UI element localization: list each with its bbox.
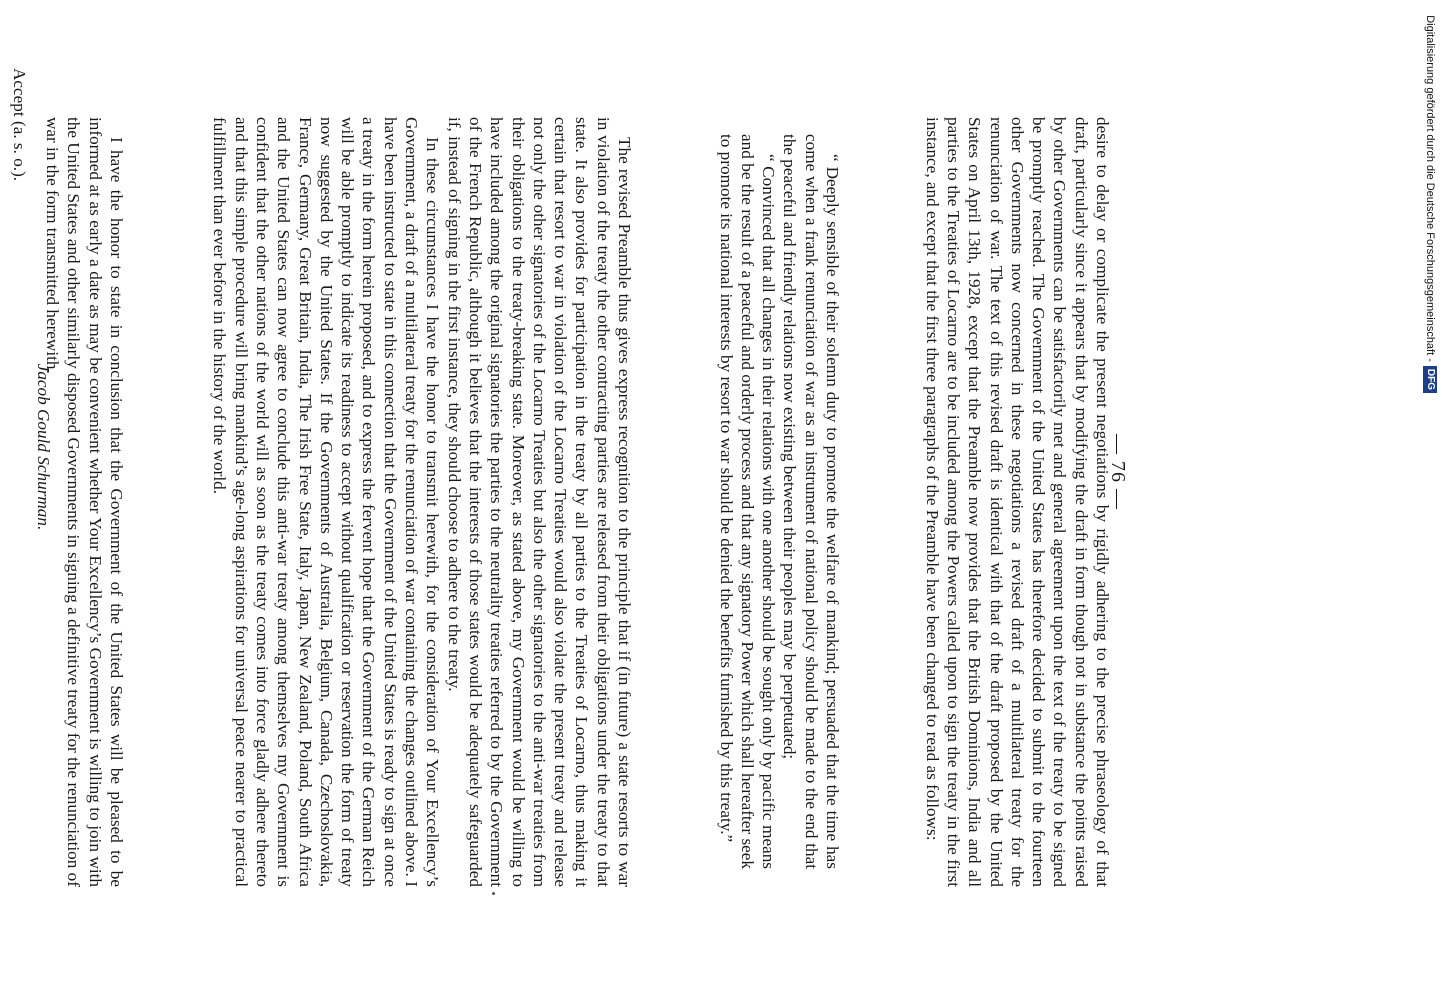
- signature: Jacob Gould Schurman.: [34, 363, 53, 531]
- dfg-logo: DFG: [1423, 366, 1437, 393]
- paragraph-revised-preamble: [209, 117, 635, 887]
- sidenote-text: Digitalisierung gefördert durch die Deutsche Forschungsgemeinschaft -: [1424, 15, 1436, 362]
- closing-formula: Accept (a. s. o.).: [10, 68, 29, 182]
- paragraph-negotiations: [921, 117, 1113, 887]
- digitization-sidenote: [1418, 8, 1442, 393]
- page-number: — 76 —: [1107, 434, 1129, 510]
- paragraph-conclusion: [42, 117, 127, 887]
- quote-paragraph-2: “ Convinced that all changes in their relations with one another should be sought only by pacific means and be the result of a peaceful and orderly process and that any signatory Power which shall hereafter seek to promote its national interests by resort to war should be denied the benefits furnished by this treaty.”: [716, 134, 779, 869]
- paragraph-text: The revised Preamble thus gives express recognition to the principle that if (in future) a state resorts to war in violation of the treaty the other contracting parties are released from their obligations under the treaty to that state. It also provides for participation in the treaty by all parties to the Treaties of Locarno, thus making it certain that resort to war in violation of the Locarno Treaties would also violate the present treaty and release not only the other signatories of the Locarno Treaties but also the other signatories to the anti-war treaties from their obligations to the treaty-breaking state. Moreover, as stated above, my Government would be willing to have included among the original signatories the parties to the neutrality treaties referred to by the Government of the French Republic, although it believes that the interests of those states would be adequately safeguarded if, instead of signing in the first instance, they should choose to adhere to the treaty.: [444, 117, 634, 887]
- preamble-quote: [715, 134, 843, 869]
- scan-speck: [492, 892, 495, 895]
- paragraph-text: desire to delay or complicate the present negotiations by rigidly adhering to the precise phraseology of that draft, particularly since it appears that by modifying the draft in form though not in substance the points raised by other Governments can be satisfactorily met and general agreement upon the text of the treaty to be signed be promptly reached. The Government of the United States has therefore decided to submit to the fourteen other Governments now concerned in these negotiations a revised draft of a multilateral treaty for the renunciation of war. The text of this revised draft is identical with that of the draft proposed by the United States on April 13th, 1928, except that the Preamble now provides that the British Dominions, India and all parties to the Treaties of Locarno are to be included among the Powers called upon to sign the treaty in the first instance, and except that the first three paragraphs of the Preamble have been changed to read as follows:: [922, 117, 1112, 887]
- paragraph-text: I have the honor to state in conclusion that the Government of the United States will be pleased to be informed at as early a date as may be convenient whether Your Excellency’s Government is willing to join with the United States and other similarly disposed Governments in signing a definitive treaty for the renunciation of war in the form transmitted herewith.: [43, 117, 126, 887]
- quote-paragraph-1: “ Deeply sensible of their solemn duty to promote the welfare of mankind; persuaded that the time has come when a frank renunciation of war as an instrument of national policy should be made to the end that the peaceful and friendly relations now existing between their peoples may be perpetuated;: [780, 134, 842, 869]
- paragraph-text: In these circumstances I have the honor to transmit herewith, for the consideration of Your Excellency’s Government, a draft of a multilateral treaty for the renunciation of war containing the changes outlined above. I have been instructed to state in this connection that the Government of the United States is ready to sign at once a treaty in the form herein proposed, and to express the fervent hope that the Government of the German Reich will be able promptly to indicate its readiness to accept without qualification or reservation the form of treaty now suggested by the United States. If the Governments of Australia, Belgium, Canada, Czechoslovakia, France, Germany, Great Britain, India, The Irish Free State, Italy, Japan, New Zealand, Poland, South Africa and the United States can now agree to conclude this anti-war treaty among themselves my Government is confident that the other nations of the world will as soon as the treaty comes into force gladly adhere thereto and that this simple procedure will bring mankind’s age-long aspirations for universal peace nearer to practical fulfillment than ever before in the history of the world.: [210, 117, 443, 887]
